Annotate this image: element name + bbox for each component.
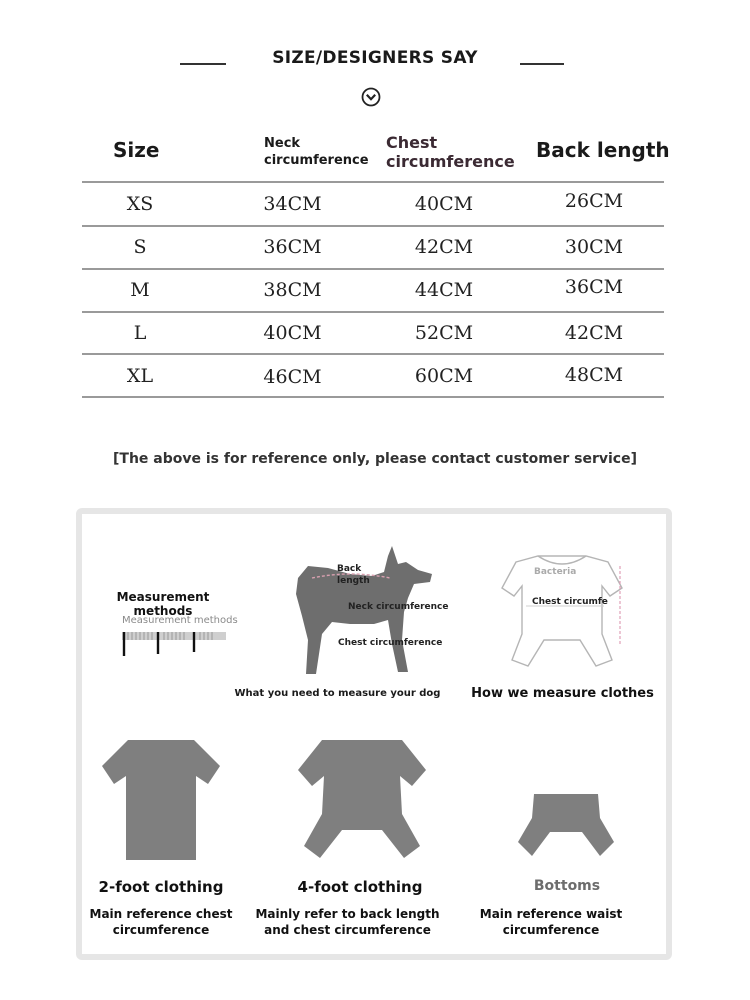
chevron-down-circle-icon [361,87,381,107]
clothes-label-chest: Chest circumfe [532,597,608,607]
header-back-length: Back length [536,138,670,162]
header-neck [264,135,369,169]
header-chest [386,133,515,171]
cell-back: 36CM [564,276,624,298]
bottoms-desc-line2: circumference [502,923,600,937]
cell-size: XS [126,193,154,215]
table-divider [82,181,664,183]
clothes-caption: How we measure clothes [471,686,654,701]
two-foot-title: 2-foot clothing [98,878,224,896]
cell-size: XL [126,365,154,387]
cell-size: L [133,322,147,344]
measurement-methods-title: Measurement methods [116,590,210,618]
header-chest-line2: circumference [386,152,515,171]
table-divider [82,311,664,313]
four-foot-title: 4-foot clothing [297,878,423,896]
dog-label-back-line2: length [337,576,370,586]
cell-back: 42CM [564,322,624,344]
ruler-icon [120,630,230,658]
cell-chest: 52CM [414,322,474,344]
table-divider [82,268,664,270]
dog-label-back-line1: Back [337,564,362,574]
cell-size: M [130,279,150,301]
cell-back: 48CM [564,364,624,386]
dog-label-chest: Chest circumference [338,638,443,648]
bottoms-title: Bottoms [533,878,601,894]
four-foot-desc-line2: and chest circumference [264,923,431,937]
header-size: Size [113,138,160,162]
cell-back: 30CM [564,236,624,258]
four-foot-jumpsuit-icon [294,738,430,860]
cell-chest: 60CM [414,365,474,387]
two-foot-desc-line2: circumference [112,923,210,937]
cell-neck: 40CM [263,322,322,344]
header-neck-line1: Neck [264,136,301,151]
table-divider [82,353,664,355]
cell-neck: 46CM [263,366,322,388]
section-title: SIZE/DESIGNERS SAY [272,48,478,68]
two-foot-desc-line1: Main reference chest [89,907,233,921]
bottoms-icon [516,792,616,860]
header-chest-line1: Chest [386,133,438,152]
dog-caption: What you need to measure your dog [234,688,441,699]
reference-note: [The above is for reference only, please contact customer service] [113,451,637,467]
cell-chest: 44CM [414,279,474,301]
table-divider [82,396,664,398]
dog-label-neck: Neck circumference [348,602,449,612]
four-foot-desc-line1: Mainly refer to back length [255,907,440,921]
two-foot-shirt-icon [98,738,224,862]
cell-back: 26CM [564,190,624,212]
table-divider [82,225,664,227]
clothes-label-top: Bacteria [534,567,577,577]
cell-neck: 34CM [263,193,322,215]
cell-neck: 38CM [263,279,322,301]
cell-chest: 40CM [414,193,474,215]
cell-neck: 36CM [263,236,322,258]
bottoms-desc-line1: Main reference waist [479,907,623,921]
measurement-methods-sub: Measurement methods [122,615,238,626]
cell-size: S [133,236,147,258]
header-neck-line2: circumference [264,153,369,168]
cell-chest: 42CM [414,236,474,258]
